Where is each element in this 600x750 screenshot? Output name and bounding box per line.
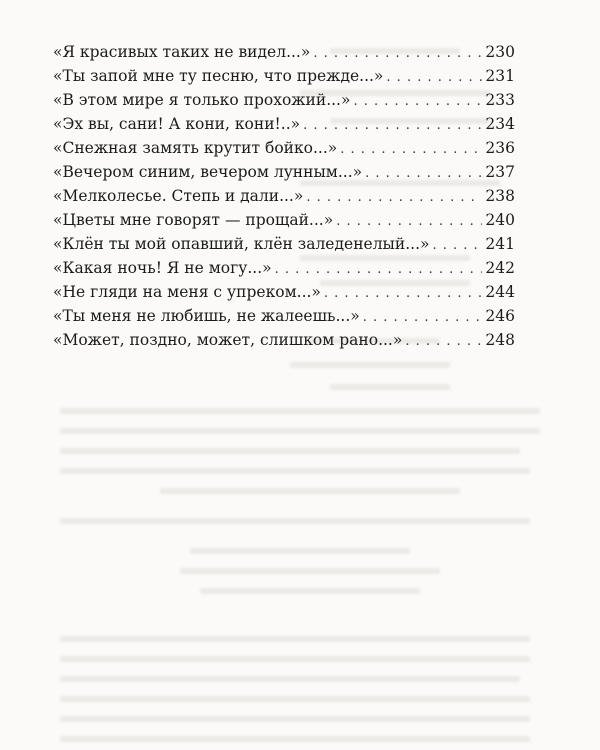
toc-entry-title: «Вечером синим, вечером лунным...»	[53, 163, 363, 181]
toc-dot-leader	[386, 66, 482, 90]
toc-dot-leader	[336, 210, 482, 234]
table-of-contents	[53, 40, 515, 352]
toc-dot-leader	[340, 138, 482, 162]
toc-entry-title: «Я красивых таких не видел...»	[53, 43, 311, 61]
toc-entry	[53, 184, 515, 208]
toc-entry	[53, 208, 515, 232]
toc-dot-leader	[353, 90, 482, 114]
toc-entry	[53, 280, 515, 304]
toc-entry-title: «Снежная замять крутит бойко...»	[53, 139, 338, 157]
toc-entry-title: «Цветы мне говорят — прощай...»	[53, 211, 334, 229]
toc-entry	[53, 328, 515, 352]
toc-entry	[53, 232, 515, 256]
toc-dot-leader	[405, 330, 482, 354]
toc-entry-page-number: 246	[485, 307, 515, 325]
toc-entry-page-number: 233	[485, 91, 515, 109]
toc-entry-page-number: 230	[485, 43, 515, 61]
toc-entry	[53, 40, 515, 64]
toc-entry-page-number: 244	[485, 283, 515, 301]
toc-entry-title: «Ты меня не любишь, не жалеешь...»	[53, 307, 360, 325]
toc-dot-leader	[324, 282, 482, 306]
toc-entry-page-number: 236	[485, 139, 515, 157]
toc-entry-page-number: 242	[485, 259, 515, 277]
toc-entry-title: «Клён ты мой опавший, клён заледенелый...»	[53, 235, 430, 253]
toc-entry-page-number: 231	[485, 67, 515, 85]
toc-dot-leader	[275, 258, 482, 282]
toc-entry-page-number: 241	[485, 235, 515, 253]
toc-entry-title: «Какая ночь! Я не могу...»	[53, 259, 272, 277]
toc-entry	[53, 88, 515, 112]
toc-entry-title: «Мелколесье. Степь и дали...»	[53, 187, 304, 205]
toc-entry	[53, 256, 515, 280]
toc-entry-title: «Эх вы, сани! А кони, кони!..»	[53, 115, 301, 133]
toc-entry-page-number: 237	[485, 163, 515, 181]
toc-entry	[53, 136, 515, 160]
toc-dot-leader	[363, 306, 482, 330]
toc-entry-title: «Не гляди на меня с упреком...»	[53, 283, 321, 301]
toc-dot-leader	[313, 42, 482, 66]
toc-entry	[53, 160, 515, 184]
toc-dot-leader	[303, 114, 482, 138]
toc-entry-page-number: 234	[485, 115, 515, 133]
toc-dot-leader	[365, 162, 482, 186]
toc-entry	[53, 304, 515, 328]
toc-entry-title: «Может, поздно, может, слишком рано...»	[53, 331, 403, 349]
toc-entry-title: «В этом мире я только прохожий...»	[53, 91, 351, 109]
toc-dot-leader	[432, 234, 482, 258]
toc-entry	[53, 64, 515, 88]
toc-entry-title: «Ты запой мне ту песню, что прежде...»	[53, 67, 384, 85]
toc-entry-page-number: 248	[485, 331, 515, 349]
toc-entry-page-number: 240	[485, 211, 515, 229]
toc-entry	[53, 112, 515, 136]
toc-entry-page-number: 238	[485, 187, 515, 205]
toc-dot-leader	[306, 186, 482, 210]
